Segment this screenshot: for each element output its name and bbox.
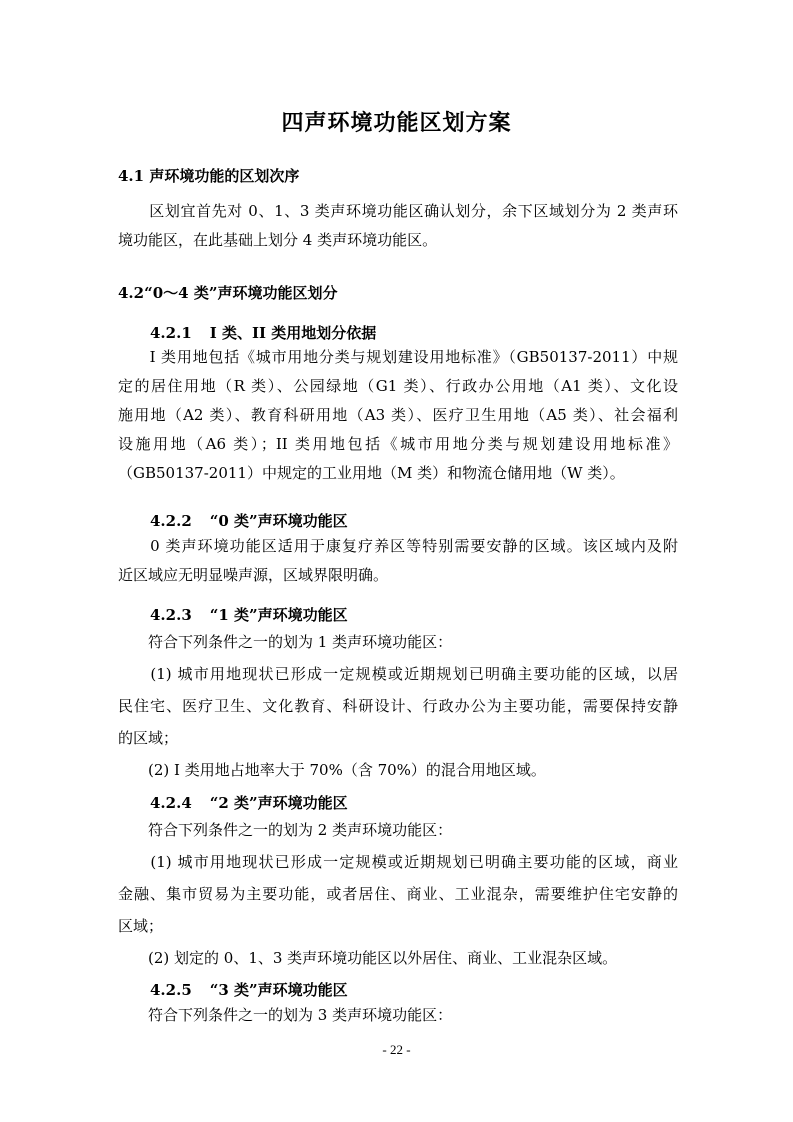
paragraph-line: 施用地（A2 类）、教育科研用地（A3 类）、医疗卫生用地（A5 类）、社会福利 <box>118 406 678 424</box>
section-4-2-2-paragraph <box>118 532 678 590</box>
section-number: 4.2.4 <box>150 794 192 812</box>
paragraph-line: 符合下列条件之一的划为 2 类声环境功能区： <box>118 821 453 839</box>
page-title: 四声环境功能区划方案 <box>281 110 512 136</box>
section-title: “2 类”声环境功能区 <box>209 794 348 812</box>
section-4-2-heading: 4.2“0～4 类”声环境功能区划分 <box>118 284 338 302</box>
section-4-2-3-heading <box>150 604 348 625</box>
section-4-1-paragraph <box>118 197 678 255</box>
section-title: “3 类”声环境功能区 <box>209 981 348 999</box>
section-4-2-4-heading <box>150 792 348 813</box>
paragraph-line: 0 类声环境功能区适用于康复疗养区等特别需要安静的区域。该区域内及附 <box>118 537 678 555</box>
section-4-2-5-paragraph <box>118 1001 678 1030</box>
page-number: - 22 - <box>382 1042 411 1057</box>
paragraph-line: 的区域； <box>118 729 179 747</box>
paragraph-line: 金融、集市贸易为主要功能，或者居住、商业、工业混杂，需要维护住宅安静的 <box>118 885 678 903</box>
section-4-2-1-heading <box>150 322 376 343</box>
section-4-2-3-paragraph <box>118 626 678 786</box>
paragraph-line: 区划宜首先对 0、1、3 类声环境功能区确认划分，余下区域划分为 2 类声环 <box>118 202 678 220</box>
paragraph-line: I 类用地包括《城市用地分类与规划建设用地标准》（GB50137-2011）中规 <box>118 348 678 366</box>
paragraph-line: (2) I 类用地占地率大于 70%（含 70%）的混合用地区域。 <box>118 761 546 779</box>
section-4-2-1-paragraph <box>118 343 678 488</box>
section-number: 4.2.3 <box>150 606 192 624</box>
section-4-2-5-heading <box>150 979 348 1000</box>
section-4-1-heading: 4.1 声环境功能的区划次序 <box>118 167 300 185</box>
paragraph-line: （GB50137-2011）中规定的工业用地（M 类）和物流仓储用地（W 类）。 <box>118 464 625 482</box>
paragraph-line: 民住宅、医疗卫生、文化教育、科研设计、行政办公为主要功能，需要保持安静 <box>118 697 678 715</box>
paragraph-line: 设施用地（A6 类）；II 类用地包括《城市用地分类与规划建设用地标准》 <box>118 435 678 453</box>
paragraph-line: 符合下列条件之一的划为 1 类声环境功能区： <box>118 633 453 651</box>
paragraph-line: (1) 城市用地现状已形成一定规模或近期规划已明确主要功能的区域，商业 <box>118 853 678 871</box>
paragraph-line: 定的居住用地（R 类）、公园绿地（G1 类）、行政办公用地（A1 类）、文化设 <box>118 377 678 395</box>
section-number: 4.2.2 <box>150 512 192 530</box>
section-4-2-2-heading <box>150 510 348 531</box>
section-title: “1 类”声环境功能区 <box>209 606 348 624</box>
section-title: “0 类”声环境功能区 <box>209 512 348 530</box>
paragraph-line: 境功能区，在此基础上划分 4 类声环境功能区。 <box>118 231 438 249</box>
paragraph-line: (1) 城市用地现状已形成一定规模或近期规划已明确主要功能的区域，以居 <box>118 665 678 683</box>
section-title: I 类、II 类用地划分依据 <box>209 324 377 342</box>
section-4-2-4-paragraph <box>118 814 678 974</box>
paragraph-line: 近区域应无明显噪声源，区域界限明确。 <box>118 566 389 584</box>
paragraph-line: (2) 划定的 0、1、3 类声环境功能区以外居住、商业、工业混杂区域。 <box>118 949 618 967</box>
paragraph-line: 符合下列条件之一的划为 3 类声环境功能区： <box>118 1006 453 1024</box>
paragraph-line: 区域； <box>118 917 164 935</box>
section-number: 4.2.1 <box>150 324 192 342</box>
section-number: 4.2.5 <box>150 981 192 999</box>
